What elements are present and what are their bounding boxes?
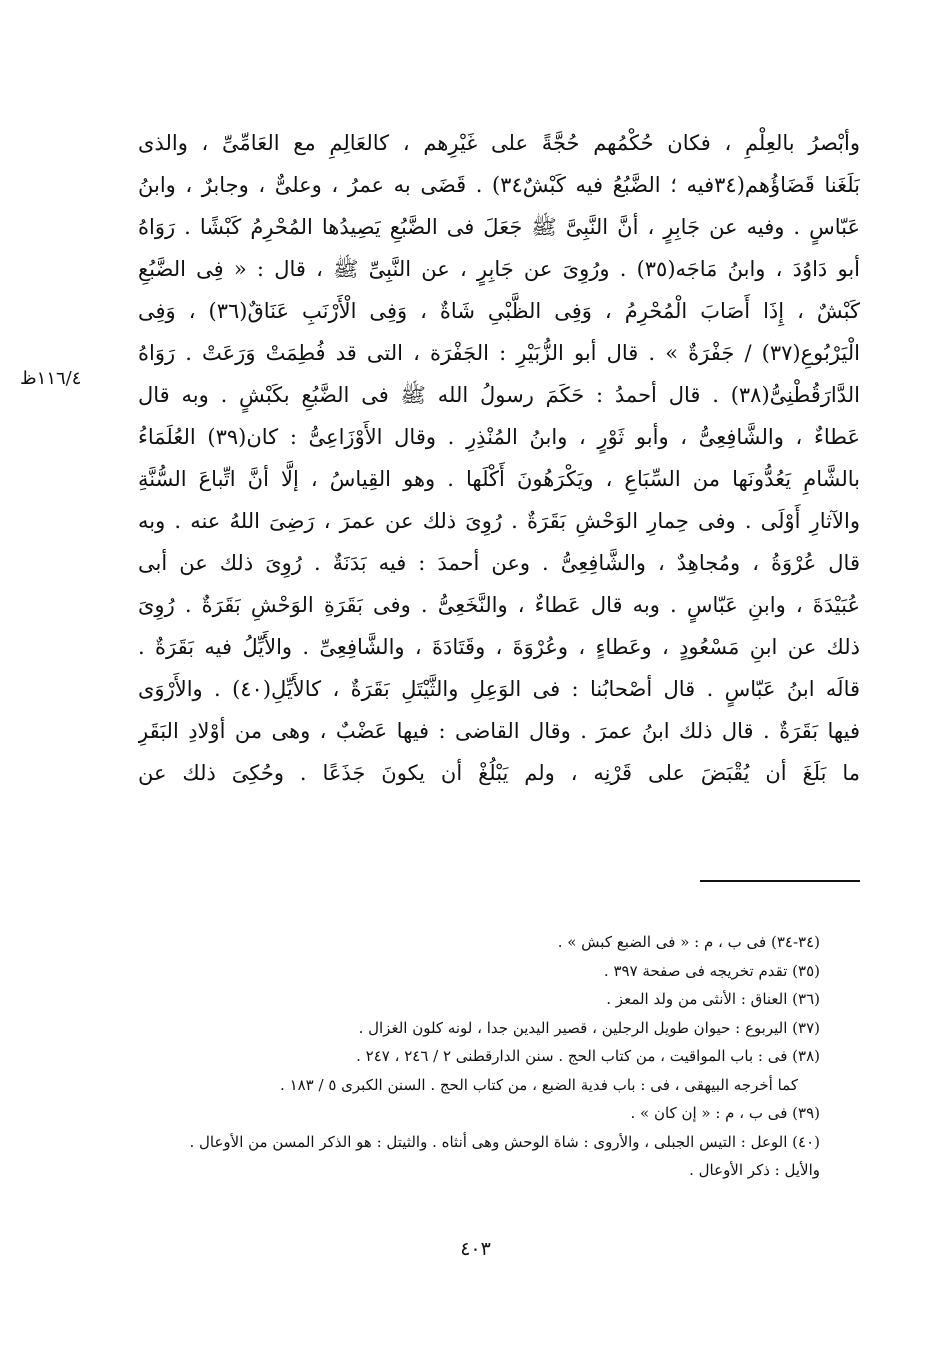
text-line: والآثارِ أَوْلَى . وفى حِمارِ الوَحْشِ بَقَرَةٌ . رُوِىَ ذلك عن عمرَ ، رَضِىَ اللهُ عنه . وبه: [138, 509, 860, 533]
footnote-line: كما أخرجه البيهقى ، فى : باب فدية الضبع ، من كتاب الحج . السنن الكبرى ٥ / ١٨٣ .: [280, 1075, 798, 1094]
text-line: وأبْصرُ بالعِلْمِ ، فكان حُكْمُهم حُجَّةً على غَيْرِهم ، كالعَالِمِ مع العَامِّىِّ ، والذى: [138, 131, 860, 155]
text-line: عُبَيْدَةَ ، وابنِ عَبّاسٍ . وبه قال عَطاءٌ ، والنَّخَعِىُّ . وفى بَقَرَةِ الوَحْشِ بَقَرَةٌ . رُوِىَ: [138, 593, 860, 617]
text-line: الْيَرْبُوعِ(٣٧) / جَفْرَةٌ » . قال أبو الزُّبَيْرِ : الجَفْرَة ، التى قد فُطِمَتْ وَرَعَتْ . رَوَاهُ: [138, 341, 860, 365]
footnote-line: (٣٨) فى : باب المواقيت ، من كتاب الحج . سنن الدارقطنى ٢ / ٢٤٦ ، ٢٤٧ .: [356, 1047, 820, 1065]
text-line: أبو دَاوُدَ ، وابنُ مَاجَه(٣٥) . ورُوِىَ عن جَابِرٍ ، عن النَّبِىِّ ﷺ ، قال : « فِى الضَّبُعِ: [138, 257, 860, 281]
text-line: عَبّاسٍ . وفيه عن جَابِرٍ ، أنَّ النَّبِىَّ ﷺ جَعَلَ فى الضَّبُعِ يَصِيدُها المُحْرِمُ كَبْشًا . رَوَاهُ: [138, 215, 860, 239]
footnote-line: (٤٠) الوعل : التيس الجبلى ، والأروى : شاة الوحش وهى أنثاه . والثيتل : هو الذكر المسن من الأوعال .: [189, 1132, 820, 1151]
text-line: قالَه ابنُ عَبّاسٍ . قال أصْحابُنا : فى الوَعِلِ والثَّيْتَلِ بَقَرَةٌ ، كالأَيِّلِ(٤٠) . والأَرْوَى: [138, 677, 860, 701]
text-line: ما بَلَغَ أن يُقْبَضَ على قَرْنِه ، ولم يَبْلُغْ أن يكونَ جَذَعًا . وحُكِىَ ذلك عن: [138, 761, 860, 785]
footnote-line: والأيل : ذكر الأوعال .: [689, 1161, 820, 1179]
text-line: الدَّارَقُطْنِىُّ(٣٨) . قال أحمدُ : حَكَمَ رسولُ الله ﷺ فى الضَّبُعِ بكَبْشٍ . وبه قال: [138, 383, 860, 407]
text-line: ذلك عن ابنِ مَسْعُودٍ ، وعَطاءٍ ، وعُرْوَةَ ، وقَتَادَةَ ، والشَّافِعِىِّ . والأَيِّلُ فيه بَقَرَةٌ .: [138, 635, 860, 659]
footnote-line: (٣٩) فى ب ، م : « إن كان » .: [630, 1104, 820, 1122]
footnote-divider: [700, 880, 860, 882]
text-line: كَبْشٌ ، إِذَا أَصَابَ الْمُحْرِمُ ، وَفِى الظَّبْىِ شَاةٌ ، وَفِى الْأَرْنَبِ عَنَاقٌ(٣٦) ، وَفِى: [138, 299, 860, 323]
text-line: بالشَّامِ يَعُدُّونَها من السِّبَاعِ ، ويَكْرَهُونَ أَكْلَها . وهو القِياسُ ، إلَّا أنَّ اتِّباعَ السُّنَّةِ: [138, 467, 860, 491]
text-line: عَطاءٌ ، والشَّافِعِىُّ ، وأبو ثَوْرٍ ، وابنُ المُنْذِرِ . وقال الأَوْزَاعِىُّ : كان(٣٩) العُلَمَاءُ: [138, 425, 860, 449]
footnote-line: (٣٥) تقدم تخريجه فى صفحة ٣٩٧ .: [603, 961, 820, 980]
manuscript-folio-marker: ١١٦/٤ظ: [20, 368, 82, 389]
footnote-line: (٣٦) العناق : الأنثى من ولد المعز .: [606, 990, 820, 1008]
footnote-line: (٣٧) اليربوع : حيوان طويل الرجلين ، قصير اليدين جدا ، لونه كلون الغزال .: [358, 1018, 820, 1037]
main-text: [138, 122, 860, 794]
page-number: ٤٠٣: [460, 1238, 491, 1260]
text-line: قال عُرْوَةُ ، ومُجاهِدٌ ، والشَّافِعِىُّ . وعن أحمدَ : فيه بَدَنَةٌ . رُوِىَ ذلك عن أبى: [138, 551, 860, 575]
text-line: فيها بَقَرَةٌ . قال ذلك ابنُ عمرَ . وقال القاضى : فيها عَضْبٌ ، وهى من أوْلادِ البَقَرِ: [138, 719, 860, 743]
text-line: بَلَغَنا قَضَاؤُهم(٣٤فيه ؛ الضَّبُعُ فيه كَبْشٌ٣٤) . قَضَى به عمرُ ، وعلىٌّ ، وجابرٌ ، وابنُ: [138, 173, 860, 197]
footnote-line: (٣٤-٣٤) فى ب ، م : « فى الضبع كبش » .: [557, 933, 820, 951]
footnotes: [130, 928, 820, 1185]
